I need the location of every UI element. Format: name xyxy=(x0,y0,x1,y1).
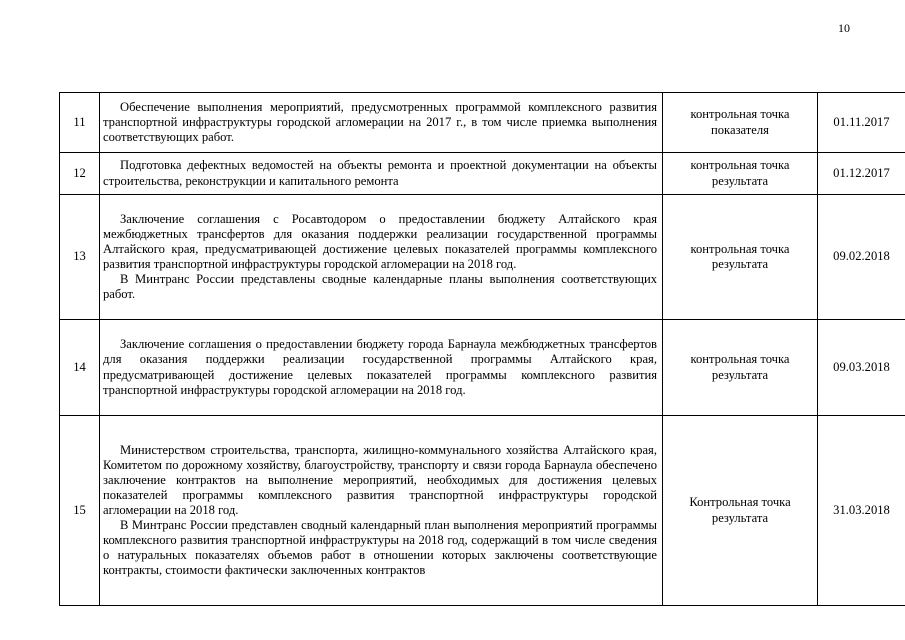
row-number: 12 xyxy=(60,153,100,195)
control-point-type: контрольная точка результата xyxy=(663,195,818,320)
table-row xyxy=(60,93,905,153)
control-point-type: Контрольная точка результата xyxy=(663,416,818,606)
event-description xyxy=(100,195,663,320)
description-paragraph: Обеспечение выполнения мероприятий, предусмотренных программой комплексного развития транспортной инфраструктуры городской агломерации на 2017 г., в том числе приемка выполнения соответствующих работ. xyxy=(103,99,657,145)
row-number: 11 xyxy=(60,93,100,153)
event-description xyxy=(100,320,663,416)
description-paragraph: В Минтранс России представлены сводные календарные планы выполнения соответствующих работ. xyxy=(103,272,657,302)
description-paragraph: Заключение соглашения с Росавтодором о предоставлении бюджету Алтайского края межбюджетных трансфертов для оказания поддержки реализации государственной программы Алтайского края, предусматривающей достижение целевых показателей программы комплексного развития транспортной инфраструктуры городской агломерации на 2018 год. xyxy=(103,211,657,271)
description-paragraph: В Минтранс России представлен сводный календарный план выполнения мероприятий программы комплексного развития транспортной инфраструктуры на 2018 год, содержащий в том числе сведения о натуральных показателях объемов работ в отношении которых заключены соответствующие контракты, стоимости фактически заключенных контрактов xyxy=(103,518,657,578)
event-description xyxy=(100,153,663,195)
control-point-date: 01.11.2017 xyxy=(818,93,905,153)
control-point-date: 31.03.2018 xyxy=(818,416,905,606)
row-number: 14 xyxy=(60,320,100,416)
control-point-type: контрольная точка результата xyxy=(663,320,818,416)
control-point-type: контрольная точка результата xyxy=(663,153,818,195)
row-number: 15 xyxy=(60,416,100,606)
description-paragraph: Подготовка дефектных ведомостей на объекты ремонта и проектной документации на объекты строительства, реконструкции и капитального ремонта xyxy=(103,158,657,188)
table-row xyxy=(60,153,905,195)
row-number: 13 xyxy=(60,195,100,320)
control-points-table xyxy=(59,92,905,606)
event-description xyxy=(100,416,663,606)
table-row xyxy=(60,320,905,416)
control-point-date: 09.02.2018 xyxy=(818,195,905,320)
description-paragraph: Заключение соглашения о предоставлении бюджету города Барнаула межбюджетных трансфертов для оказания поддержки реализации государственной программы Алтайского края, предусматривающей достижение целевых показателей программы комплексного развития транспортной инфраструктуры городской агломерации на 2018 год. xyxy=(103,337,657,397)
table-row xyxy=(60,195,905,320)
description-paragraph: Министерством строительства, транспорта, жилищно-коммунального хозяйства Алтайского края, Комитетом по дорожному хозяйству, благоустройству, транспорту и связи города Барнаула обеспечено заключение контрактов на выполнение мероприятий, необходимых для достижения целевых показателей программы комплексного развития транспортной инфраструктуры городской агломерации на 2018 год. xyxy=(103,442,657,517)
control-point-date: 09.03.2018 xyxy=(818,320,905,416)
page-number: 10 xyxy=(838,21,850,35)
table-row xyxy=(60,416,905,606)
event-description xyxy=(100,93,663,153)
control-point-date: 01.12.2017 xyxy=(818,153,905,195)
control-point-type: контрольная точка показателя xyxy=(663,93,818,153)
